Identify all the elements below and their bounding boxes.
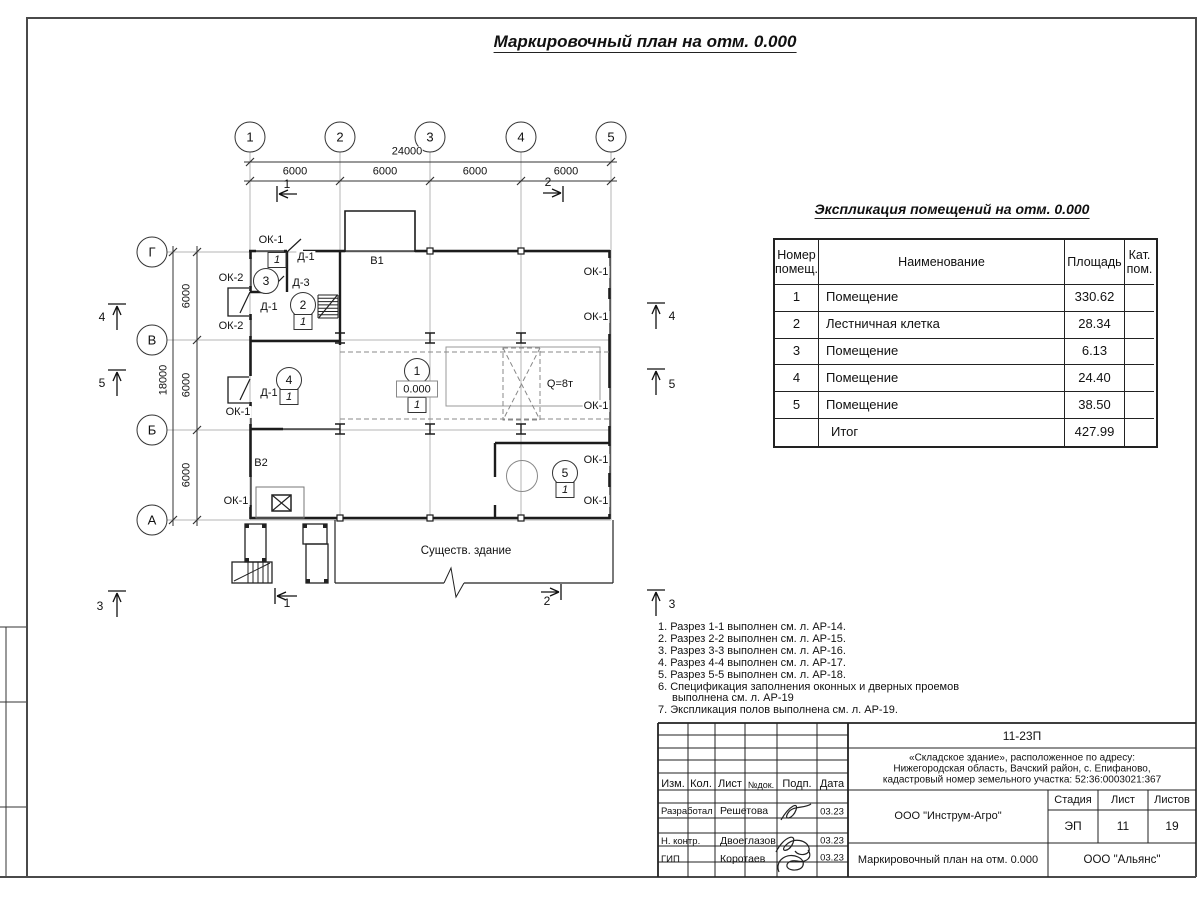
tb-col-header: Изм.	[661, 778, 685, 790]
tb-sheets-value: 19	[1165, 819, 1179, 833]
note-line: 2. Разрез 2-2 выполнен см. л. АР-15.	[658, 632, 846, 645]
room-cat-cell	[1125, 339, 1154, 366]
tb-project-line: Нижегородская область, Вачский район, с. Епифаново,	[893, 763, 1151, 775]
tb-signer-date: 03.23	[820, 806, 844, 818]
axis-bubble-g: Г	[137, 237, 168, 268]
room-cat-cell	[1125, 285, 1154, 312]
note-line: 3. Разрез 3-3 выполнен см. л. АР-16.	[658, 644, 846, 657]
axis-bubble-3: 3	[415, 122, 446, 153]
section-mark-label: 5	[98, 376, 106, 390]
axis-bubble-5: 5	[596, 122, 627, 153]
axis-bubble-2: 2	[325, 122, 356, 153]
room-num-cell: 1	[775, 285, 819, 312]
window-label: ОК-1	[258, 234, 284, 246]
elevation-mark: 0.000	[396, 381, 438, 398]
dim-bay: 6000	[553, 165, 579, 178]
tb-doc-code: 11-23П	[1002, 729, 1042, 743]
room-area-cell: 38.50	[1065, 392, 1125, 419]
window-label: ОК-2	[218, 272, 244, 284]
crane-capacity-label: Q=8т	[546, 378, 574, 390]
col-header-cat: Кат. пом.	[1125, 240, 1154, 285]
tb-col-header: Лист	[718, 778, 742, 790]
tank-circle	[507, 461, 538, 492]
window-label: ОК-1	[583, 454, 609, 466]
tb-sheet-value: 11	[1116, 819, 1130, 833]
room-number-bubble: 1	[404, 358, 430, 384]
section-mark-label: 5	[668, 377, 676, 391]
gate-label: В1	[370, 255, 384, 267]
tb-signer-role: Н. контр.	[661, 836, 701, 847]
tb-col-header: Кол.	[690, 778, 712, 790]
section-mark-label: 1	[283, 596, 291, 610]
dimension-lines	[169, 158, 617, 526]
room-cat-cell	[1125, 419, 1154, 446]
room-num-cell: 4	[775, 365, 819, 392]
room-number-bubble: 3	[253, 268, 279, 294]
door-label: Д-1	[260, 301, 278, 313]
dim-total-width: 24000	[391, 145, 423, 158]
notes-list	[658, 622, 960, 717]
dim-bay: 6000	[372, 165, 398, 178]
dim-bay: 6000	[282, 165, 308, 178]
room-area-cell: 28.34	[1065, 312, 1125, 339]
tb-designer-org: ООО "Альянс"	[1083, 854, 1161, 866]
section-marks	[108, 186, 665, 617]
room-cat-cell	[1125, 392, 1154, 419]
tb-col-header: Дата	[819, 778, 845, 790]
sheet-title: Маркировочный план на отм. 0.000	[493, 32, 797, 51]
room-number-bubble: 2	[290, 292, 316, 318]
axis-grid-lines	[167, 152, 611, 520]
col-header-name: Наименование	[819, 240, 1065, 285]
dim-bay: 6000	[462, 165, 488, 178]
door-label: Д-3	[292, 277, 310, 289]
existing-building-label: Существ. здание	[420, 545, 512, 557]
room-num-cell: 2	[775, 312, 819, 339]
room-name-cell: Помещение	[819, 285, 1065, 312]
room-name-cell: Лестничная клетка	[819, 312, 1065, 339]
dim-bay: 6000	[180, 462, 193, 488]
section-mark-label: 2	[544, 175, 552, 189]
total-area-cell: 427.99	[1065, 419, 1125, 446]
room-area-cell: 24.40	[1065, 365, 1125, 392]
section-mark-label: 4	[98, 310, 106, 324]
room-name-cell: Помещение	[819, 339, 1065, 366]
equipment-box	[256, 487, 304, 518]
axis-bubble-b: Б	[137, 415, 168, 446]
note-line: 4. Разрез 4-4 выполнен см. л. АР-17.	[658, 656, 846, 669]
explication-title: Экспликация помещений на отм. 0.000	[814, 201, 1090, 217]
axis-bubble-4: 4	[506, 122, 537, 153]
entrance-platforms	[232, 524, 328, 583]
tb-signer-date: 03.23	[820, 852, 844, 864]
room-number-bubble: 4	[276, 367, 302, 393]
window-label: ОК-1	[583, 400, 609, 412]
tb-stage-label: Стадия	[1054, 794, 1092, 806]
tb-drawing-title: Маркировочный план на отм. 0.000	[857, 854, 1039, 866]
tb-signer-name: Решетова	[720, 805, 769, 817]
tb-signer-role: ГИП	[661, 854, 680, 865]
tb-signer-name: Коротаев	[720, 853, 766, 865]
tb-col-header: Подп.	[782, 778, 812, 790]
room-area-cell: 6.13	[1065, 339, 1125, 366]
tb-signer-name: Двоеглазов	[720, 835, 776, 847]
room-cat-cell	[1125, 312, 1154, 339]
left-stamp-boxes	[0, 627, 26, 876]
explication-table	[773, 238, 1158, 448]
axis-bubble-1: 1	[235, 122, 266, 153]
door-label: Д-1	[260, 387, 278, 399]
section-mark-label: 4	[668, 309, 676, 323]
tb-project-line: кадастровый номер земельного участка: 52:36:0003021:367	[882, 774, 1162, 786]
tb-col-header: №док.	[747, 780, 775, 790]
section-mark-label: 3	[96, 599, 104, 613]
room-cat-cell	[1125, 365, 1154, 392]
tb-stage-value: ЭП	[1064, 819, 1082, 833]
room-num-cell: 5	[775, 392, 819, 419]
section-mark-label: 3	[668, 597, 676, 611]
note-line: 6. Спецификация заполнения оконных и дверных проемов выполнена см. л. АР-19	[658, 680, 960, 704]
dim-total-height: 18000	[157, 364, 170, 396]
tb-signer-date: 03.23	[820, 835, 844, 847]
room-category-box: 1	[268, 252, 287, 268]
room-category-box: 1	[294, 314, 313, 330]
dim-bay: 6000	[180, 372, 193, 398]
room-category-box: 1	[556, 482, 575, 498]
room-name-cell: Помещение	[819, 392, 1065, 419]
note-line: 7. Экспликация полов выполнена см. л. АР-19.	[658, 703, 898, 716]
gate-label: В2	[254, 457, 268, 469]
dim-bay: 6000	[180, 283, 193, 309]
door-label: Д-1	[297, 251, 315, 263]
col-header-num: Номер помещ.	[775, 240, 819, 285]
note-line: 5. Разрез 5-5 выполнен см. л. АР-18.	[658, 668, 846, 681]
room-num-cell: 3	[775, 339, 819, 366]
stairs-icon	[318, 295, 338, 318]
axis-bubble-a: А	[137, 505, 168, 536]
tb-sheets-label: Листов	[1154, 794, 1190, 806]
window-label: ОК-1	[583, 266, 609, 278]
room-category-box: 1	[408, 397, 427, 413]
col-header-area: Площадь	[1065, 240, 1125, 285]
signature-scribbles	[776, 804, 811, 872]
tb-sheet-label: Лист	[1111, 794, 1135, 806]
total-label-cell: Итог	[819, 419, 1065, 446]
window-label: ОК-1	[583, 495, 609, 507]
tb-contractor-org: ООО "Инструм-Агро"	[894, 810, 1002, 822]
room-name-cell: Помещение	[819, 365, 1065, 392]
tb-signer-role: Разработал	[661, 806, 713, 817]
note-line: 1. Разрез 1-1 выполнен см. л. АР-14.	[658, 621, 846, 633]
tb-project-line: «Складское здание», расположенное по адресу:	[909, 752, 1135, 764]
section-mark-label: 2	[543, 594, 551, 608]
window-label: ОК-2	[218, 320, 244, 332]
room-category-box: 1	[280, 389, 299, 405]
section-mark-label: 1	[283, 177, 291, 191]
room-area-cell: 330.62	[1065, 285, 1125, 312]
window-label: ОК-1	[583, 311, 609, 323]
window-label: ОК-1	[225, 406, 251, 418]
room-num-cell	[775, 419, 819, 446]
room-number-bubble: 5	[552, 460, 578, 486]
axis-bubble-v: В	[137, 325, 168, 356]
window-label: ОК-1	[223, 495, 249, 507]
existing-building-outline	[335, 520, 613, 597]
